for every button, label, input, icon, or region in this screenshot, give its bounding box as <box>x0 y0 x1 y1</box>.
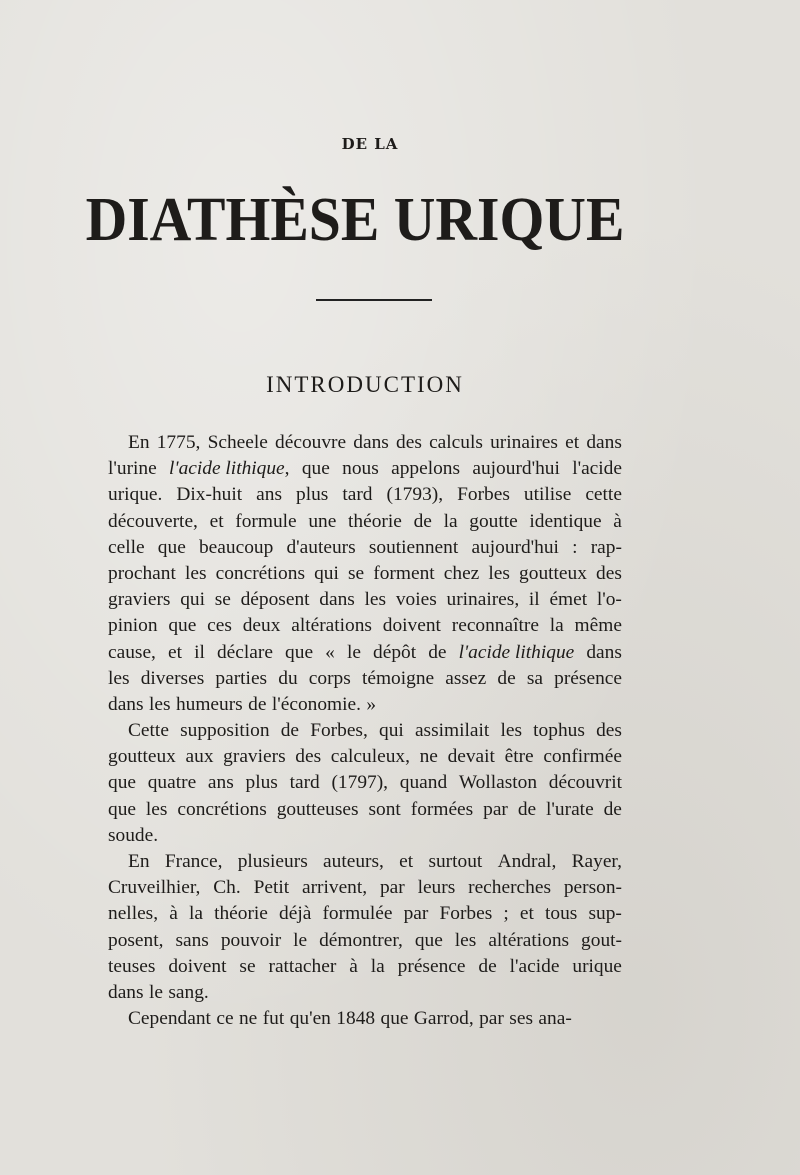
text-line: teuses doivent se rattacher à la présence de l'acide urique <box>108 955 622 977</box>
section-title: INTRODUCTION <box>266 372 464 397</box>
text-line: cause, et il déclare que « le dépôt de l'acide lithique dans <box>108 641 622 663</box>
text-line: que quatre ans plus tard (1797), quand Wollaston découvrit <box>108 772 622 794</box>
text-line: Cependant ce ne fut qu'en 1848 que Garrod, par ses ana- <box>128 1008 572 1030</box>
text-line: En 1775, Scheele découvre dans des calculs urinaires et dans <box>128 432 622 453</box>
page-title: DIATHÈSE URIQUE <box>85 186 625 254</box>
text-line: posent, sans pouvoir le démontrer, que les altérations gout- <box>108 929 622 951</box>
text-line: En France, plusieurs auteurs, et surtout Andral, Rayer, <box>128 851 622 872</box>
text-line: graviers qui se déposent dans les voies urinaires, il émet l'o- <box>108 589 622 611</box>
text-line: prochant les concrétions qui se forment chez les goutteux des <box>108 562 622 584</box>
body-text <box>108 430 622 1032</box>
text-line: découverte, et formule une théorie de la goutte identique à <box>108 510 622 532</box>
text-line: dans le sang. <box>108 981 209 1003</box>
text-line: dans les humeurs de l'économie. » <box>108 693 377 715</box>
text-line: l'urine l'acide lithique, que nous appelons aujourd'hui l'acide <box>108 458 622 480</box>
text-line: Cruveilhier, Ch. Petit arrivent, par leurs recherches person- <box>108 877 622 899</box>
text-line: celle que beaucoup d'auteurs soutiennent aujourd'hui : rap- <box>108 536 622 558</box>
title-divider <box>316 299 432 301</box>
pre-title: DE LA <box>341 135 399 153</box>
text-line: goutteux aux graviers des calculeux, ne devait être confirmée <box>108 746 622 768</box>
text-line: urique. Dix-huit ans plus tard (1793), Forbes utilise cette <box>108 484 622 506</box>
text-line: que les concrétions goutteuses sont formées par de l'urate de <box>108 798 622 820</box>
text-line: les diverses parties du corps témoigne assez de sa présence <box>108 667 622 689</box>
text-line: soude. <box>108 824 159 846</box>
text-line: pinion que ces deux altérations doivent reconnaître la même <box>108 615 622 637</box>
text-line: Cette supposition de Forbes, qui assimilait les tophus des <box>128 720 622 742</box>
text-line: nelles, à la théorie déjà formulée par Forbes ; et tous sup- <box>108 903 622 925</box>
